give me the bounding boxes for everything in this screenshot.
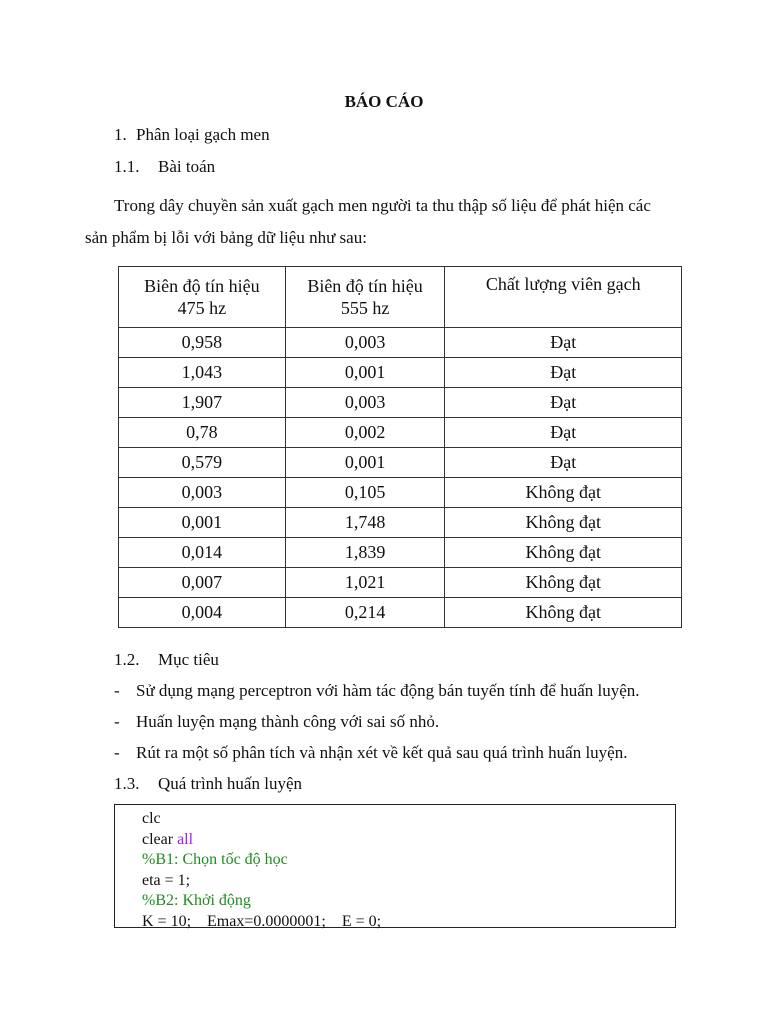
table-row: [119, 568, 682, 598]
column-header: Chất lượng viên gạch: [445, 267, 682, 328]
table-row: [119, 508, 682, 538]
table-cell: 0,007: [119, 568, 286, 598]
table-cell: 0,001: [285, 448, 445, 478]
section-number: 1.3.: [114, 774, 140, 793]
bullet-item: Rút ra một số phân tích và nhận xét về kết quả sau quá trình huấn luyện.: [136, 743, 628, 762]
table-cell: Không đạt: [445, 508, 682, 538]
code-block: [114, 804, 676, 928]
bullet-dash: -: [114, 681, 120, 700]
table-cell: 0,001: [285, 358, 445, 388]
code-comment: %B1: Chọn tốc độ học: [142, 851, 288, 869]
table-cell: 0,78: [119, 418, 286, 448]
bullet-item: Huấn luyện mạng thành công với sai số nhỏ.: [136, 712, 440, 731]
table-cell: 0,958: [119, 328, 286, 358]
code-line: eta = 1;: [142, 871, 191, 889]
section-title: Mục tiêu: [158, 650, 219, 669]
report-title: BÁO CÁO: [344, 92, 424, 111]
table-header-row: [119, 267, 682, 328]
table-cell: 1,907: [119, 388, 286, 418]
table-cell: 0,214: [285, 598, 445, 628]
section-heading-1-1: [114, 157, 215, 177]
table-cell: 0,014: [119, 538, 286, 568]
section-heading-1: [114, 125, 270, 145]
table-cell: Đạt: [445, 328, 682, 358]
table-cell: Không đạt: [445, 478, 682, 508]
table-row: [119, 598, 682, 628]
table-cell: 0,003: [285, 328, 445, 358]
table-cell: 0,003: [285, 388, 445, 418]
code-comment: %B2: Khởi động: [142, 892, 251, 910]
section-title: Phân loại gạch men: [136, 125, 270, 144]
table-cell: Đạt: [445, 358, 682, 388]
table-row: [119, 358, 682, 388]
code-line: clc: [142, 810, 161, 827]
table-row: [119, 478, 682, 508]
intro-paragraph-line-1: Trong dây chuyền sản xuất gạch men người ta thu thập số liệu để phát hiện các: [114, 196, 651, 215]
table-row: [119, 328, 682, 358]
code-keyword: all: [177, 830, 194, 848]
column-header: Biên độ tín hiệu 475 hz: [119, 267, 286, 328]
table-cell: Không đạt: [445, 538, 682, 568]
section-heading-1-3: [114, 774, 302, 794]
table-cell: 0,002: [285, 418, 445, 448]
bullet-dash: -: [114, 712, 120, 731]
bullet-dash: -: [114, 743, 120, 762]
table-cell: Không đạt: [445, 598, 682, 628]
table-cell: 0,003: [119, 478, 286, 508]
table-cell: 0,004: [119, 598, 286, 628]
table-cell: 1,748: [285, 508, 445, 538]
section-title: Quá trình huấn luyện: [158, 774, 302, 793]
code-line: K = 10; Emax=0.0000001; E = 0;: [142, 912, 382, 930]
column-header: Biên độ tín hiệu 555 hz: [285, 267, 445, 328]
code-line: clear all: [142, 830, 194, 848]
table-row: [119, 418, 682, 448]
table-cell: 1,043: [119, 358, 286, 388]
section-title: Bài toán: [158, 157, 216, 176]
table-row: [119, 388, 682, 418]
intro-paragraph-line-2: sản phẩm bị lỗi với bảng dữ liệu như sau:: [85, 228, 367, 247]
table-cell: Không đạt: [445, 568, 682, 598]
section-number: 1.: [114, 125, 127, 144]
table-cell: Đạt: [445, 418, 682, 448]
table-cell: 0,105: [285, 478, 445, 508]
section-number: 1.2.: [114, 650, 140, 669]
table-cell: 1,839: [285, 538, 445, 568]
table-cell: 1,021: [285, 568, 445, 598]
section-number: 1.1.: [114, 157, 140, 176]
table-cell: 0,579: [119, 448, 286, 478]
table-cell: Đạt: [445, 388, 682, 418]
table-row: [119, 448, 682, 478]
data-table: [118, 266, 682, 628]
section-heading-1-2: [114, 650, 219, 670]
bullet-item: Sử dụng mạng perceptron với hàm tác động bán tuyến tính để huấn luyện.: [136, 681, 640, 700]
table-cell: 0,001: [119, 508, 286, 538]
table-row: [119, 538, 682, 568]
table-cell: Đạt: [445, 448, 682, 478]
